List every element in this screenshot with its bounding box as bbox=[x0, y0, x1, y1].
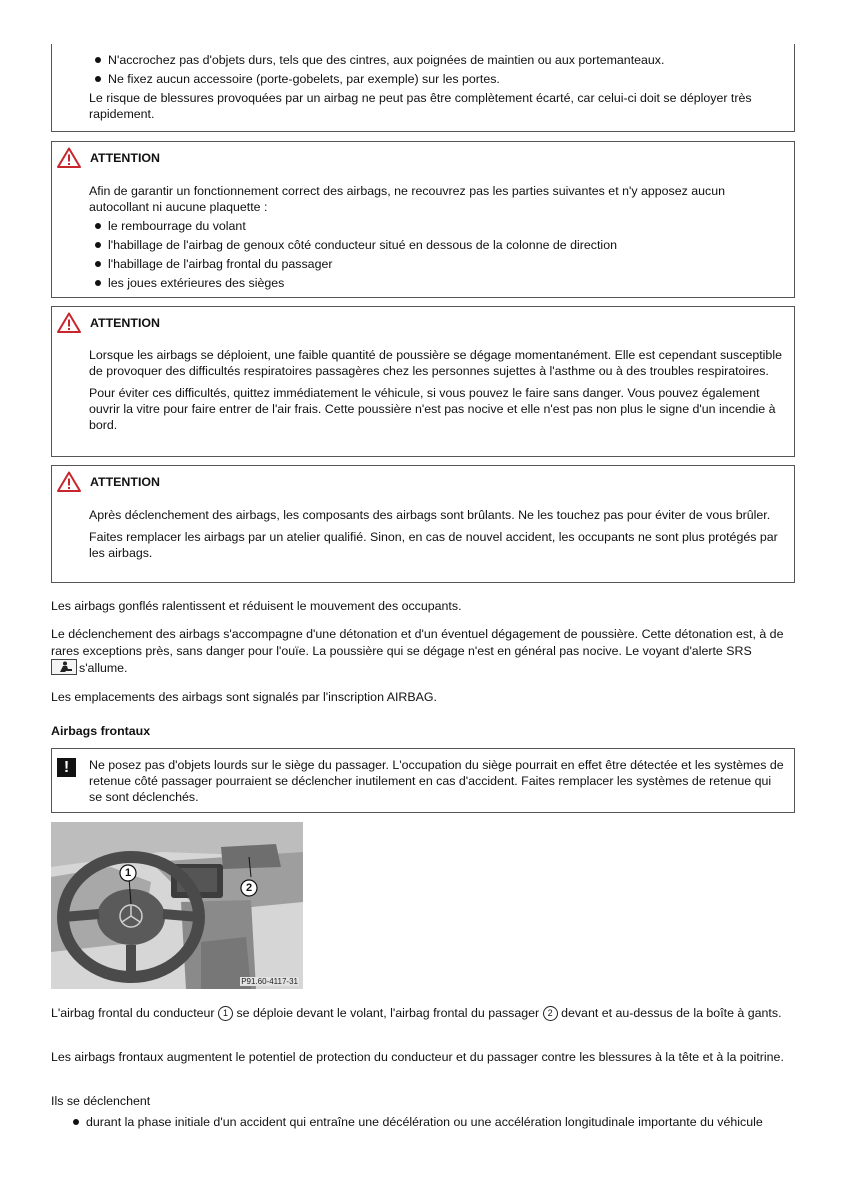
top-bullet-list bbox=[89, 52, 784, 87]
list-item: l'habillage de l'airbag frontal du passager bbox=[89, 256, 784, 272]
notice-box bbox=[51, 748, 795, 813]
warning-box-1 bbox=[51, 141, 795, 298]
callout-2: 2 bbox=[245, 882, 253, 894]
body-text: se déploie devant le volant, l'airbag frontal du passager bbox=[236, 1006, 540, 1020]
notice-text: Ne posez pas d'objets lourds sur le siège du passager. L'occupation du siège pourrait en effet être détectée et les systèmes de retenue côté passager pourraient se déclencher inutilement en cas d'accident. Faites remplacer les systèmes de retenue qui se sont déclenchés. bbox=[89, 758, 784, 804]
trigger-bullet-list bbox=[67, 1114, 807, 1133]
list-item: le rembourrage du volant bbox=[89, 218, 784, 234]
dashboard-airbag-figure bbox=[51, 822, 303, 989]
section-title: Airbags frontaux bbox=[51, 724, 151, 738]
list-item: durant la phase initiale d'un accident qui entraîne une décélération ou une accélération longitudinale importante du véhicule bbox=[67, 1114, 807, 1130]
warning-box-2 bbox=[51, 306, 795, 457]
warning-box-3 bbox=[51, 465, 795, 583]
list-item: N'accrochez pas d'objets durs, tels que des cintres, aux poignées de maintien ou aux portemanteaux. bbox=[89, 52, 784, 68]
body-paragraph: Les airbags frontaux augmentent le potentiel de protection du conducteur et du passager contre les blessures à la tête et à la poitrine. bbox=[51, 1050, 784, 1064]
warning-text: Après déclenchement des airbags, les composants des airbags sont brûlants. Ne les touchez pas pour éviter de vous brûler. bbox=[89, 508, 771, 522]
body-paragraph: Les emplacements des airbags sont signalés par l'inscription AIRBAG. bbox=[51, 690, 437, 704]
body-text: devant et au-dessus de la boîte à gants. bbox=[561, 1006, 782, 1020]
body-paragraph: Les airbags gonflés ralentissent et réduisent le mouvement des occupants. bbox=[51, 599, 462, 613]
warning-text: Lorsque les airbags se déploient, une faible quantité de poussière se dégage momentanément. Elle est cependant susceptible de provoquer des difficultés respiratoires passagères chez les personnes sujettes à l'asthme ou à des troubles respiratoires. bbox=[89, 348, 782, 378]
body-text: Le déclenchement des airbags s'accompagne d'une détonation et d'un éventuel dégagement de poussière. Cette détonation est, à de rares exceptions près, sans danger pour l'ouïe. La poussière qui se dégage n'est en général pas nocive. Le voyant d'alerte SRS bbox=[51, 627, 784, 658]
warning-bullet-list bbox=[89, 218, 784, 291]
top-notice-box bbox=[51, 44, 795, 132]
warning-title: ATTENTION bbox=[90, 150, 160, 165]
exclamation-icon: ! bbox=[57, 758, 76, 777]
srs-warning-lamp-icon bbox=[51, 659, 77, 675]
warning-text: Pour éviter ces difficultés, quittez immédiatement le véhicule, si vous pouvez le faire sans danger. Vous pouvez également ouvrir la vitre pour faire entrer de l'air frais. Cette poussière n'est pas nocive et elle n'est pas non plus le signe d'un incendie à bord. bbox=[89, 386, 776, 432]
warning-triangle-icon bbox=[57, 471, 81, 492]
warning-text: Faites remplacer les airbags par un atelier qualifié. Sinon, en cas de nouvel accident, les occupants ne sont plus protégés par les airbags. bbox=[89, 530, 778, 560]
warning-text: Afin de garantir un fonctionnement correct des airbags, ne recouvrez pas les parties suivantes et n'y apposez aucun autocollant ni aucune plaquette : bbox=[89, 184, 726, 214]
list-item: les joues extérieures des sièges bbox=[89, 275, 784, 291]
callout-2-icon: 2 bbox=[543, 1006, 558, 1021]
top-box-text: Le risque de blessures provoquées par un airbag ne peut pas être complètement écarté, car celui-ci doit se déployer très rapidement. bbox=[89, 91, 752, 121]
body-paragraph bbox=[51, 626, 795, 677]
body-text: L'airbag frontal du conducteur bbox=[51, 1006, 215, 1020]
warning-triangle-icon bbox=[57, 312, 81, 333]
body-text-end: s'allume. bbox=[79, 661, 128, 675]
body-paragraph bbox=[51, 1005, 795, 1021]
warning-triangle-icon bbox=[57, 147, 81, 168]
callout-1: 1 bbox=[124, 867, 132, 879]
warning-title: ATTENTION bbox=[90, 315, 160, 330]
list-item: l'habillage de l'airbag de genoux côté conducteur situé en dessous de la colonne de direction bbox=[89, 237, 784, 253]
list-item: Ne fixez aucun accessoire (porte-gobelets, par exemple) sur les portes. bbox=[89, 71, 784, 87]
callout-1-icon: 1 bbox=[218, 1006, 233, 1021]
body-paragraph: Ils se déclenchent bbox=[51, 1094, 151, 1108]
warning-title: ATTENTION bbox=[90, 474, 160, 489]
figure-code: P91.60-4117-31 bbox=[241, 977, 298, 986]
